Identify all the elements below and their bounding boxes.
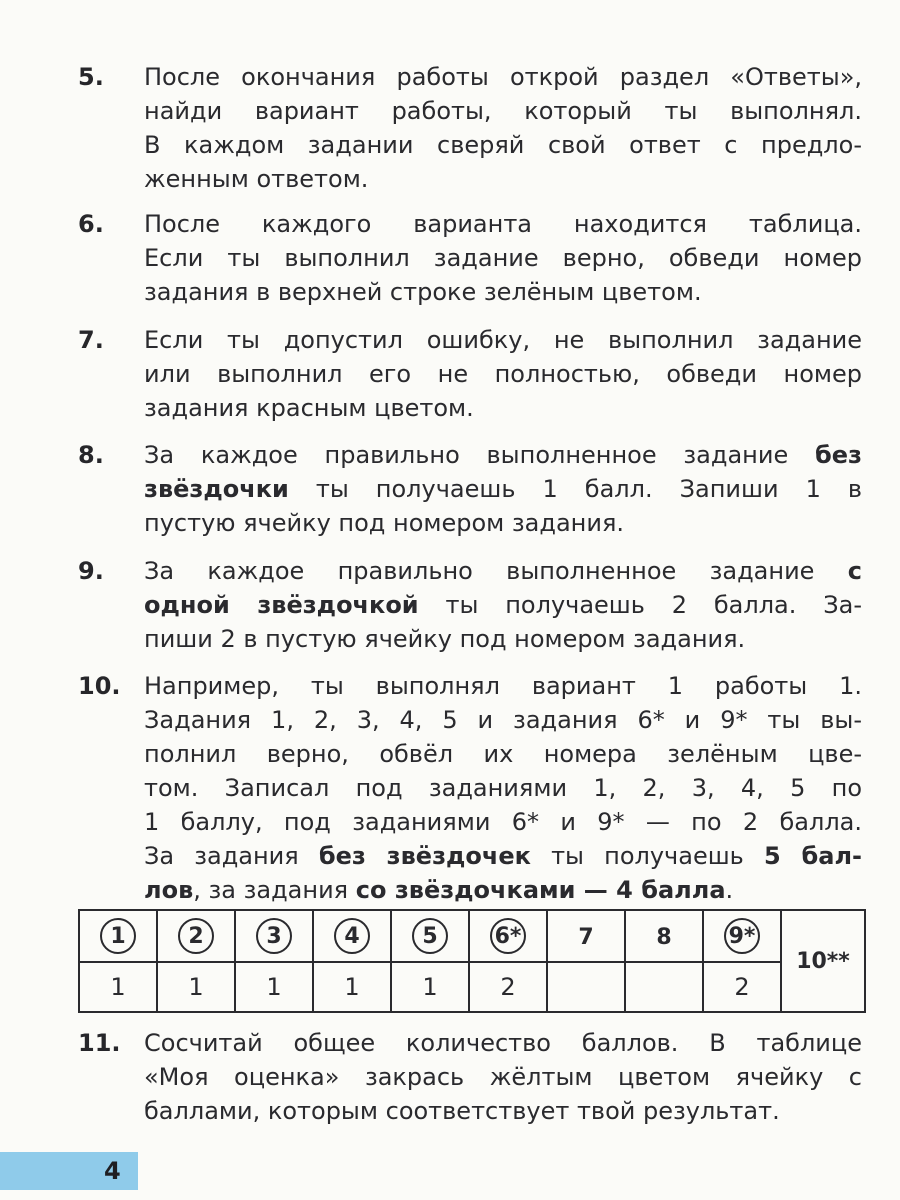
- text-line: [144, 588, 862, 622]
- score-cell: 2: [469, 962, 547, 1012]
- text-line: [144, 771, 862, 805]
- bold-segment: со звёздочками — 4 балла: [355, 876, 726, 904]
- text-segment: или выполнил его не полностью, обведи номер: [144, 360, 862, 388]
- text-segment: полнил верно, обвёл их номера зелёным цве-: [144, 740, 862, 768]
- text-segment: Если ты выполнил задание верно, обведи номер: [144, 244, 862, 272]
- bold-segment: без: [815, 441, 862, 469]
- bold-segment: лов: [144, 876, 194, 904]
- text-line: [144, 275, 862, 309]
- circled-task-number: 3: [256, 918, 292, 954]
- instruction-text: [144, 669, 862, 907]
- text-segment: ты получаешь 1 балл. Запиши 1 в: [288, 475, 862, 503]
- task-number-cell: [235, 910, 313, 962]
- instruction-number: 7.: [78, 326, 104, 354]
- page-number: 4: [104, 1157, 121, 1185]
- text-line: [144, 873, 862, 907]
- instruction-text: [144, 60, 862, 196]
- text-line: [144, 1060, 862, 1094]
- text-line: [144, 60, 862, 94]
- bold-segment: с: [847, 557, 862, 585]
- bold-segment: без звёздочек: [318, 842, 531, 870]
- score-table: [78, 909, 866, 1013]
- text-line: [144, 94, 862, 128]
- task-number-cell: [313, 910, 391, 962]
- text-segment: «Моя оценка» закрась жёлтым цветом ячейку с: [144, 1063, 862, 1091]
- bold-segment: 5 бал-: [763, 842, 862, 870]
- text-line: [144, 472, 862, 506]
- task-number-cell: [469, 910, 547, 962]
- instruction-text: [144, 323, 862, 425]
- text-segment: .: [725, 876, 734, 904]
- text-segment: том. Записал под заданиями 1, 2, 3, 4, 5 по: [144, 774, 862, 802]
- bold-segment: звёздочки: [144, 475, 289, 503]
- text-segment: женным ответом.: [144, 165, 369, 193]
- text-line: [144, 1026, 862, 1060]
- instruction-number: 6.: [78, 210, 104, 238]
- text-segment: За каждое правильно выполненное задание: [144, 441, 816, 469]
- text-line: [144, 207, 862, 241]
- score-cell: 1: [391, 962, 469, 1012]
- text-line: [144, 554, 862, 588]
- task-number-row: [79, 910, 865, 962]
- text-segment: пустую ячейку под номером задания.: [144, 509, 625, 537]
- task-number-cell: [625, 910, 703, 962]
- text-segment: В каждом задании сверяй свой ответ с предло-: [144, 131, 862, 159]
- task-number-cell: [79, 910, 157, 962]
- score-cell: 1: [79, 962, 157, 1012]
- task-number-cell: [391, 910, 469, 962]
- task-number-cell: [547, 910, 625, 962]
- text-segment: задания красным цветом.: [144, 394, 474, 422]
- text-line: [144, 357, 862, 391]
- text-segment: За каждое правильно выполненное задание: [144, 557, 848, 585]
- bold-segment: одной звёздочкой: [144, 591, 419, 619]
- text-line: [144, 323, 862, 357]
- score-cell: 1: [157, 962, 235, 1012]
- text-segment: После каждого варианта находится таблица.: [144, 210, 862, 238]
- score-row: [79, 962, 865, 1012]
- text-line: [144, 622, 862, 656]
- circled-task-number: 6*: [490, 918, 526, 954]
- task-number: 7: [578, 925, 594, 950]
- text-line: [144, 805, 862, 839]
- text-segment: За задания: [144, 842, 319, 870]
- task-number-cell-10: 10**: [781, 910, 865, 1012]
- instruction-number: 11.: [78, 1029, 121, 1057]
- score-cell: [625, 962, 703, 1012]
- text-segment: найди вариант работы, который ты выполнял.: [144, 97, 862, 125]
- text-segment: 1 баллу, под заданиями 6* и 9* — по 2 балла.: [144, 808, 862, 836]
- text-segment: Задания 1, 2, 3, 4, 5 и задания 6* и 9* ты вы-: [144, 706, 862, 734]
- text-line: [144, 703, 862, 737]
- text-segment: , за задания: [193, 876, 356, 904]
- instruction-number: 8.: [78, 441, 104, 469]
- task-number: 8: [656, 925, 672, 950]
- circled-task-number: 5: [412, 918, 448, 954]
- text-line: [144, 241, 862, 275]
- text-segment: ты получаешь: [530, 842, 764, 870]
- score-cell: 1: [235, 962, 313, 1012]
- text-segment: Например, ты выполнял вариант 1 работы 1.: [144, 672, 862, 700]
- text-line: [144, 839, 862, 873]
- text-line: [144, 506, 862, 540]
- instruction-number: 5.: [78, 63, 104, 91]
- text-segment: После окончания работы открой раздел «Ответы»,: [144, 63, 862, 91]
- instruction-text: [144, 1026, 862, 1128]
- text-segment: баллами, которым соответствует твой результат.: [144, 1097, 780, 1125]
- text-segment: Сосчитай общее количество баллов. В таблице: [144, 1029, 862, 1057]
- score-cell: [547, 962, 625, 1012]
- text-line: [144, 669, 862, 703]
- task-number-cell: [157, 910, 235, 962]
- text-line: [144, 737, 862, 771]
- text-segment: пиши 2 в пустую ячейку под номером задания.: [144, 625, 746, 653]
- instruction-text: [144, 207, 862, 309]
- text-segment: ты получаешь 2 балла. За-: [418, 591, 862, 619]
- text-segment: задания в верхней строке зелёным цветом.: [144, 278, 702, 306]
- text-segment: Если ты допустил ошибку, не выполнил задание: [144, 326, 862, 354]
- circled-task-number: 2: [178, 918, 214, 954]
- score-cell: 1: [313, 962, 391, 1012]
- text-line: [144, 438, 862, 472]
- circled-task-number: 4: [334, 918, 370, 954]
- circled-task-number: 1: [100, 918, 136, 954]
- instruction-text: [144, 438, 862, 540]
- text-line: [144, 1094, 862, 1128]
- text-line: [144, 128, 862, 162]
- instruction-number: 10.: [78, 672, 121, 700]
- score-cell: 2: [703, 962, 781, 1012]
- instruction-text: [144, 554, 862, 656]
- circled-task-number: 9*: [724, 918, 760, 954]
- text-line: [144, 391, 862, 425]
- text-line: [144, 162, 862, 196]
- instruction-number: 9.: [78, 557, 104, 585]
- task-number-cell: [703, 910, 781, 962]
